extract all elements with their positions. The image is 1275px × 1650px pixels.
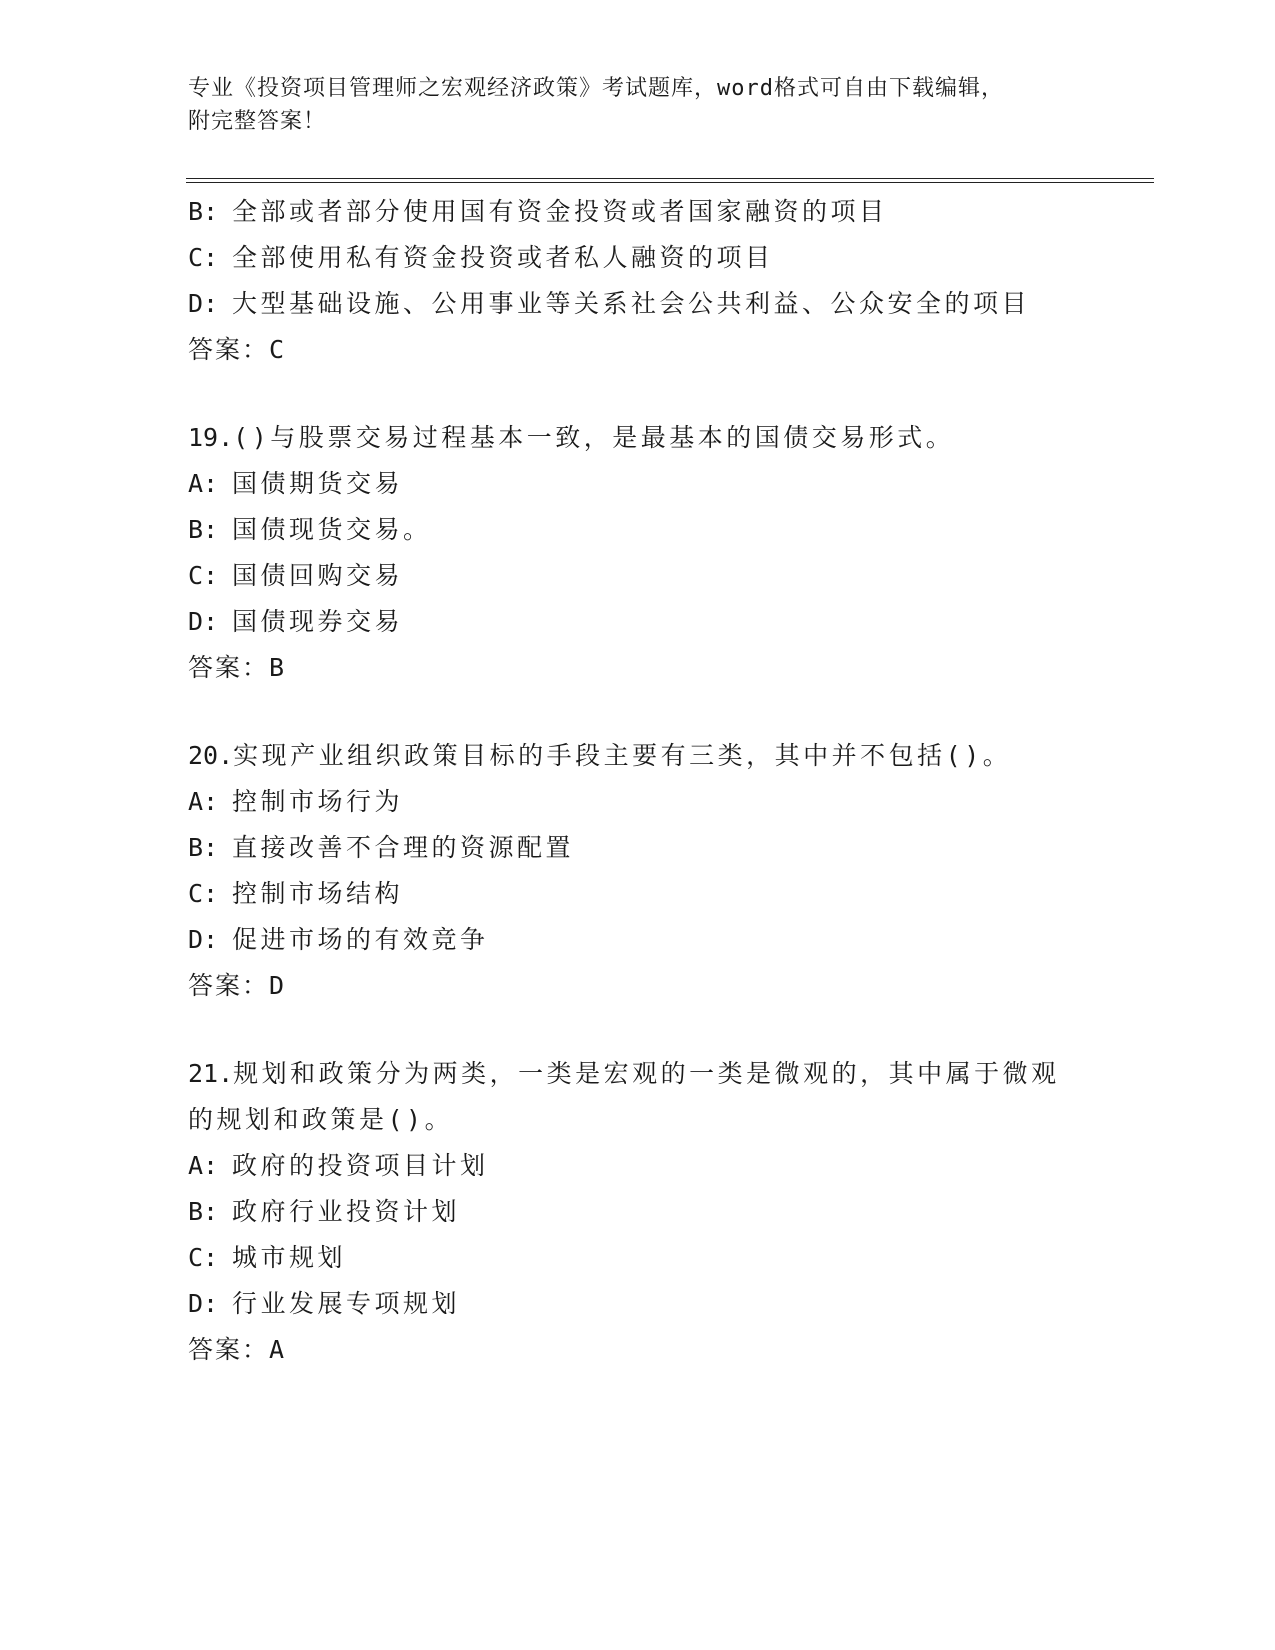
header-line-1: 专业《投资项目管理师之宏观经济政策》考试题库，word格式可自由下载编辑，: [188, 76, 1004, 101]
question-list: [188, 189, 1088, 1373]
option-b: [188, 825, 1088, 871]
option-a: [188, 779, 1088, 825]
option-c: [188, 553, 1088, 599]
option-text: 控制市场结构: [232, 879, 404, 908]
question-number: 19.: [188, 423, 234, 452]
question-20: [188, 733, 1088, 1009]
option-letter: A:: [188, 787, 219, 816]
option-d: [188, 599, 1088, 645]
option-c: [188, 1235, 1088, 1281]
option-d: [188, 917, 1088, 963]
option-a: [188, 1143, 1088, 1189]
option-letter: A:: [188, 469, 219, 498]
option-text: 大型基础设施、公用事业等关系社会公共利益、公众安全的项目: [232, 289, 1031, 318]
option-c: [188, 235, 1088, 281]
question-number: 21.: [188, 1059, 234, 1088]
question-text-line-1: 规划和政策分为两类，一类是宏观的一类是微观的，其中属于微观: [233, 1059, 1060, 1088]
option-letter: B:: [188, 1197, 219, 1226]
question-stem: [188, 415, 1088, 461]
question-stem: [188, 733, 1088, 779]
option-letter: A:: [188, 1151, 219, 1180]
option-text: 国债回购交易: [232, 561, 404, 590]
header-double-rule: [186, 178, 1154, 183]
answer-line: 答案：C: [188, 335, 287, 364]
header-line-2: 附完整答案！: [188, 109, 327, 134]
option-a: [188, 461, 1088, 507]
question-text: 实现产业组织政策目标的手段主要有三类，其中并不包括()。: [233, 741, 1012, 770]
option-b: [188, 507, 1088, 553]
option-letter: D:: [188, 607, 219, 636]
option-text: 国债期货交易: [232, 469, 404, 498]
option-letter: B:: [188, 197, 219, 226]
option-text: 政府的投资项目计划: [232, 1151, 489, 1180]
answer-line: 答案：D: [188, 971, 287, 1000]
option-text: 国债现券交易: [232, 607, 404, 636]
option-text: 政府行业投资计划: [232, 1197, 461, 1226]
answer-line: 答案：B: [188, 653, 287, 682]
option-letter: B:: [188, 515, 219, 544]
question-21: [188, 1051, 1088, 1373]
question-number: 20.: [188, 741, 234, 770]
answer-line: 答案：A: [188, 1335, 287, 1364]
option-text: 城市规划: [232, 1243, 347, 1272]
question-text-line-2: 的规划和政策是()。: [188, 1105, 454, 1134]
question-stem: [188, 1051, 1088, 1097]
option-letter: C:: [188, 243, 219, 272]
option-d: [188, 281, 1088, 327]
option-b: [188, 189, 1088, 235]
option-d: [188, 1281, 1088, 1327]
option-text: 控制市场行为: [232, 787, 404, 816]
option-b: [188, 1189, 1088, 1235]
option-letter: C:: [188, 879, 219, 908]
option-text: 国债现货交易。: [232, 515, 432, 544]
question-text: ()与股票交易过程基本一致，是最基本的国债交易形式。: [233, 423, 955, 452]
option-c: [188, 871, 1088, 917]
option-letter: D:: [188, 289, 219, 318]
option-letter: D:: [188, 1289, 219, 1318]
option-letter: C:: [188, 1243, 219, 1272]
option-letter: C:: [188, 561, 219, 590]
option-letter: D:: [188, 925, 219, 954]
question-18-continued: [188, 189, 1088, 373]
option-letter: B:: [188, 833, 219, 862]
option-text: 全部使用私有资金投资或者私人融资的项目: [232, 243, 774, 272]
question-19: [188, 415, 1088, 691]
option-text: 促进市场的有效竞争: [232, 925, 489, 954]
option-text: 直接改善不合理的资源配置: [232, 833, 575, 862]
option-text: 行业发展专项规划: [232, 1289, 461, 1318]
document-header: [188, 72, 1088, 138]
option-text: 全部或者部分使用国有资金投资或者国家融资的项目: [232, 197, 888, 226]
